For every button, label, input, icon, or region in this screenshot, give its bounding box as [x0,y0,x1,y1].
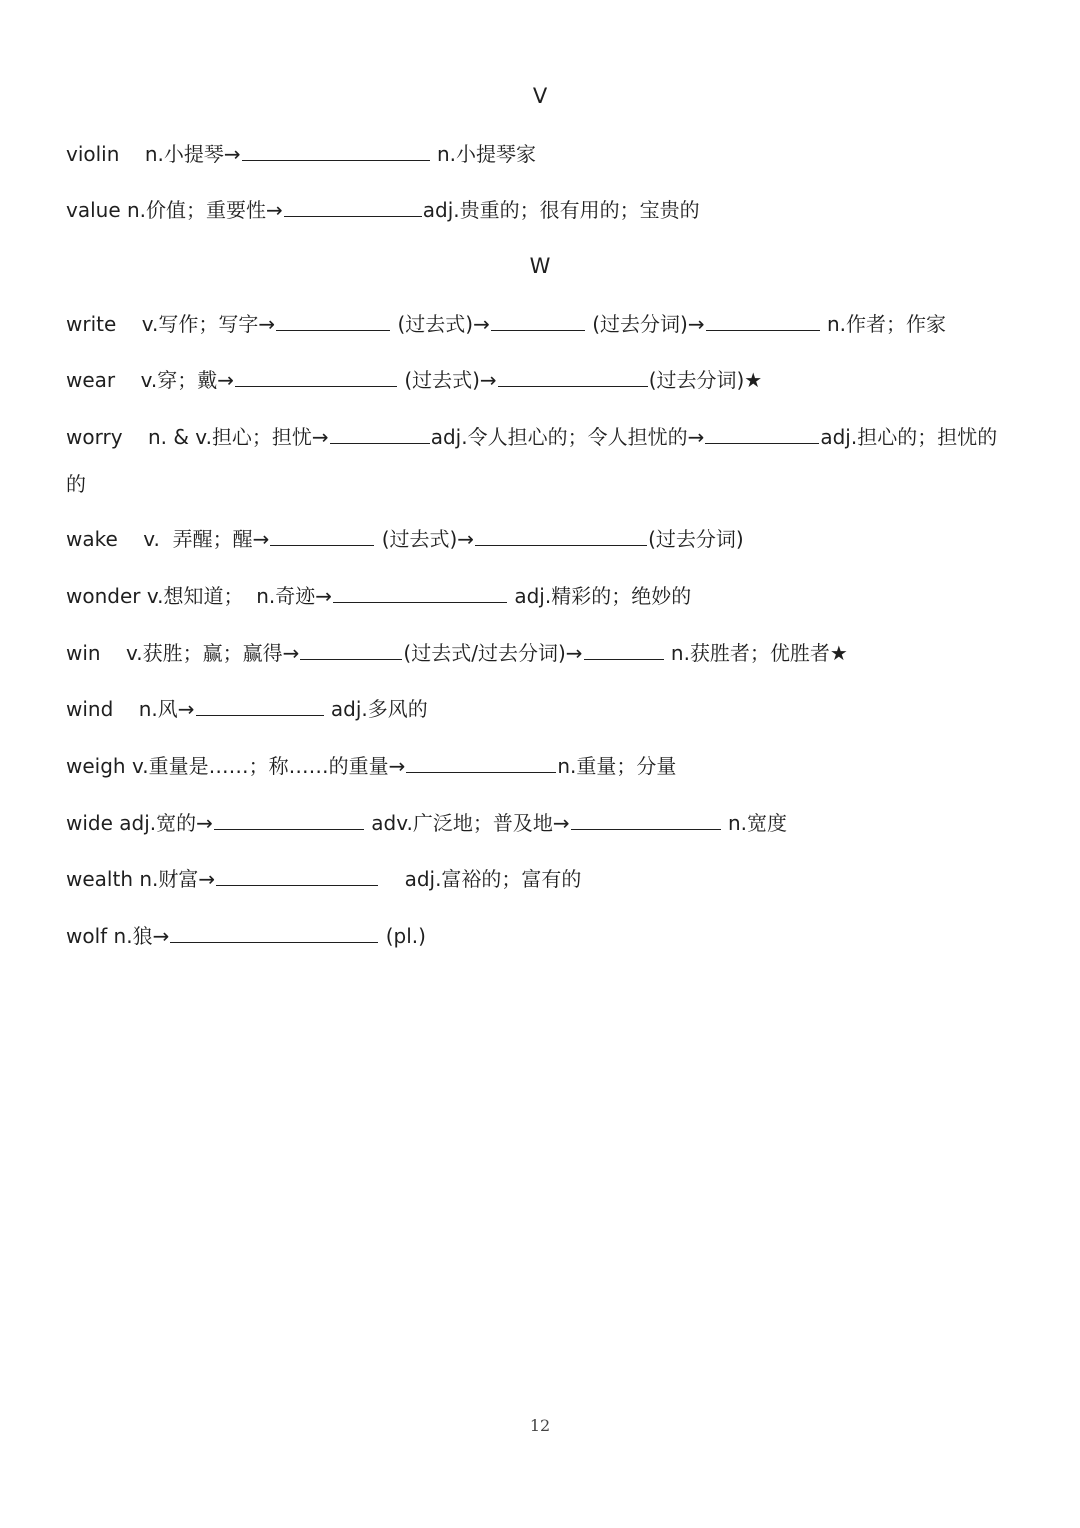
row-text: (过去式/过去分词)→ [403,641,583,665]
fill-blank[interactable] [170,920,378,943]
row-suffix: adj.多风的 [324,697,428,721]
section-heading-w: W [529,254,551,278]
fill-blank[interactable] [571,807,721,830]
fill-blank[interactable] [216,863,378,886]
row-suffix: n.宽度 [721,811,788,835]
row-prefix: worry n. & v.担心；担忧→ [66,425,329,449]
row-text: (过去式)→ [397,368,497,392]
fill-blank[interactable] [406,750,556,773]
row-wrap-text: 的 [66,472,86,496]
row-suffix: n.小提琴家 [430,142,537,166]
page-number: 12 [529,1416,551,1435]
vocab-row-write [66,308,1026,338]
vocab-row-wind [66,693,1026,723]
fill-blank[interactable] [196,693,324,716]
row-prefix: wear v.穿；戴→ [66,368,234,392]
row-suffix: n.重量；分量 [557,754,677,778]
vocab-row-value [66,194,1026,224]
fill-blank[interactable] [705,421,819,444]
row-text: adj.令人担心的；令人担忧的→ [430,425,705,449]
row-prefix: weigh v.重量是……；称……的重量→ [66,754,406,778]
row-suffix: adj.精彩的；绝妙的 [508,584,692,608]
row-text: (过去式)→ [375,527,475,551]
fill-blank[interactable] [333,580,507,603]
vocab-row-worry [66,421,1026,451]
row-prefix: wide adj.宽的→ [66,811,213,835]
fill-blank[interactable] [242,138,430,161]
row-text: (过去式)→ [391,312,490,336]
vocab-row-wolf [66,920,1026,950]
fill-blank[interactable] [270,523,374,546]
row-text: (过去分词)→ [585,312,705,336]
vocab-row-wide [66,807,1026,837]
row-prefix: wonder v.想知道； n.奇迹→ [66,584,332,608]
row-suffix: n.获胜者；优胜者★ [664,641,848,665]
vocab-row-wonder [66,580,1026,610]
fill-blank[interactable] [706,308,820,331]
vocab-row-win [66,637,1026,667]
row-prefix: violin n.小提琴→ [66,142,241,166]
fill-blank[interactable] [498,364,648,387]
row-prefix: wolf n.狼→ [66,924,170,948]
row-suffix: (pl.) [379,924,426,948]
row-suffix: (过去分词)★ [648,368,763,392]
row-suffix: adj.富裕的；富有的 [379,867,582,891]
row-prefix: write v.写作；写字→ [66,312,276,336]
row-prefix: value n.价值；重要性→ [66,198,283,222]
fill-blank[interactable] [491,308,585,331]
vocab-row-weigh [66,750,1026,780]
vocab-row-worry-continuation [66,470,1026,498]
row-suffix: (过去分词) [648,527,744,551]
row-text: adv.广泛地；普及地→ [364,811,570,835]
row-prefix: win v.获胜；赢；赢得→ [66,641,300,665]
fill-blank[interactable] [276,308,390,331]
vocab-row-violin [66,138,1026,168]
vocab-row-wake [66,523,1026,553]
fill-blank[interactable] [235,364,397,387]
row-suffix: n.作者；作家 [820,312,946,336]
fill-blank[interactable] [214,807,364,830]
fill-blank[interactable] [475,523,647,546]
row-prefix: wealth n.财富→ [66,867,216,891]
fill-blank[interactable] [300,637,402,660]
row-prefix: wake v. 弄醒；醒→ [66,527,270,551]
row-suffix: adj.贵重的；很有用的；宝贵的 [422,198,700,222]
fill-blank[interactable] [584,637,664,660]
fill-blank[interactable] [284,194,422,217]
fill-blank[interactable] [330,421,430,444]
section-heading-v: V [532,84,548,108]
row-prefix: wind n.风→ [66,697,195,721]
row-suffix: adj.担心的；担忧的 [820,425,998,449]
vocab-row-wealth [66,863,1026,893]
vocab-row-wear [66,364,1026,394]
